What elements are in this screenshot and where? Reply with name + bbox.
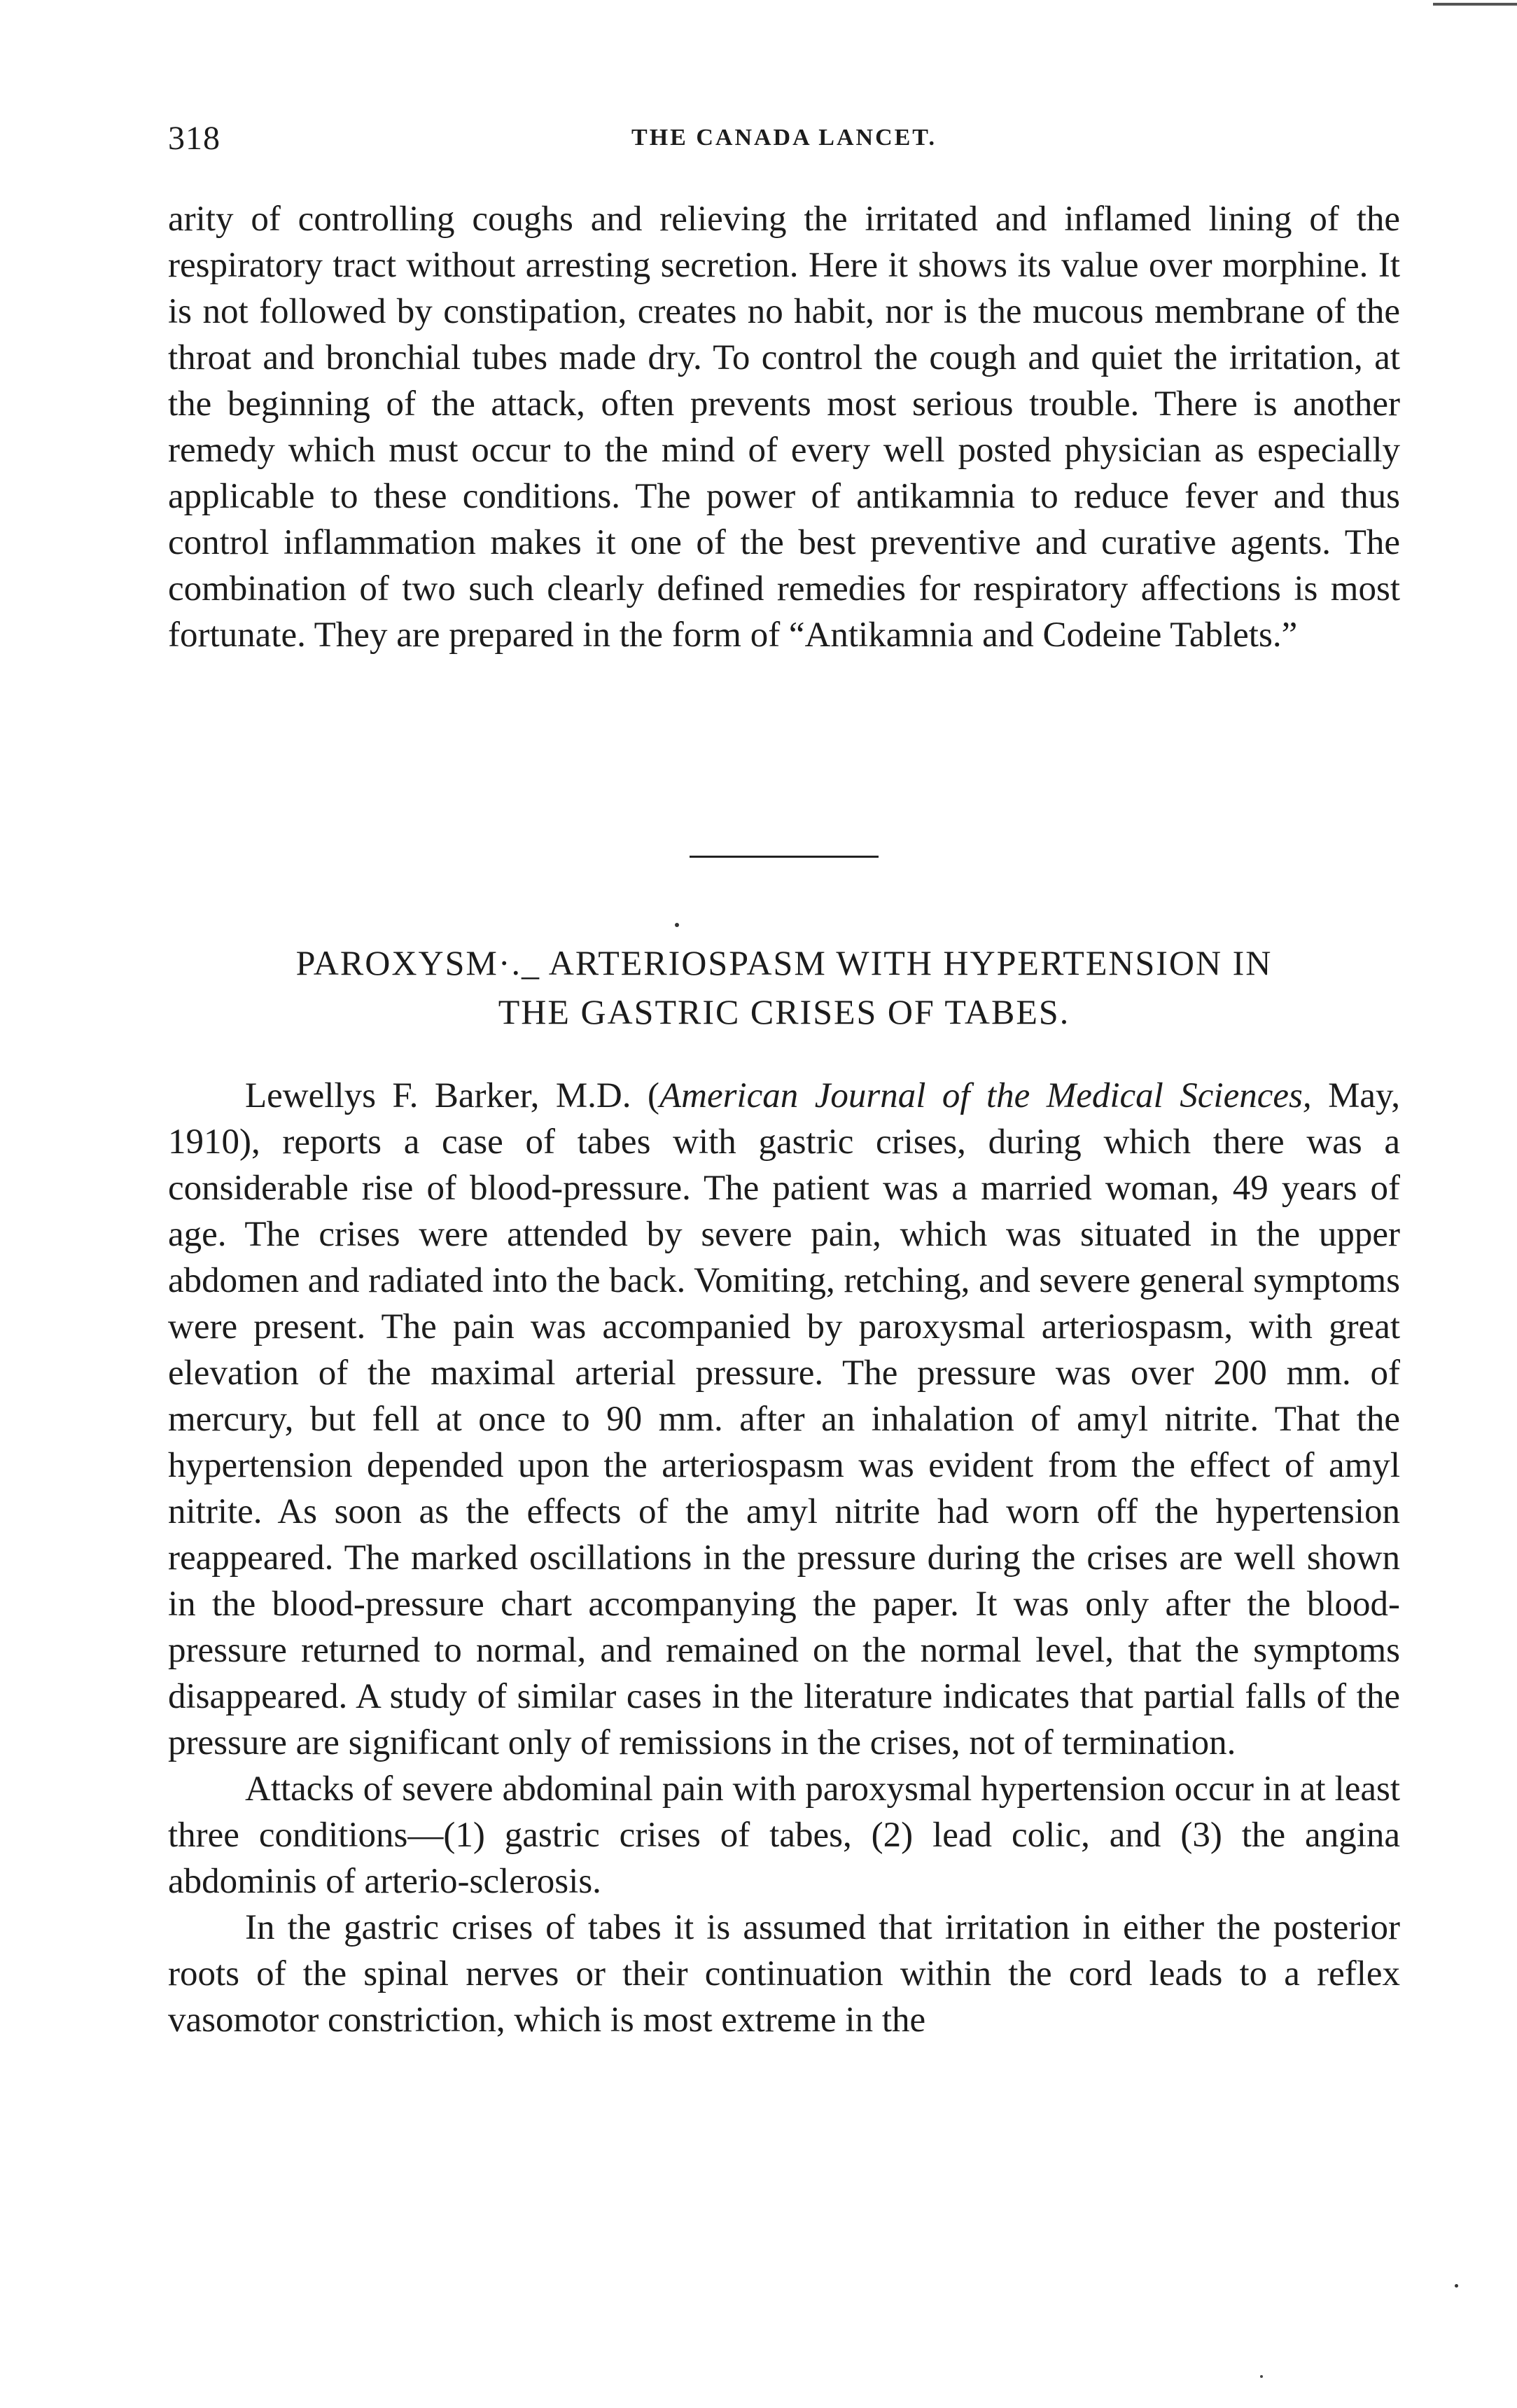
bottom-speck xyxy=(1260,2375,1263,2378)
corner-scan-rule xyxy=(1433,3,1517,6)
margin-speck xyxy=(1455,2284,1458,2288)
article-paragraph-3: In the gastric crises of tabes it is assumed that irritation in either the posterior roots of the spinal nerves or their continuation within the cord leads to a reflex vasomotor constriction, which is most extreme in the xyxy=(168,1908,1400,2040)
author-citation: Lewellys F. Barker, M.D. ( xyxy=(245,1076,659,1115)
paragraph-text: arity of controlling coughs and relieving the irritated and inflamed lining of the respiratory tract without arresting secretion. Here it shows its value over morphine. It is not followed by constipation, creates no habit, nor is the mucous membrane of the throat and bronchial tubes made dry. To control the cough and quiet the irritation, at the beginning of the attack, often prevents most serious trouble. There is another remedy which must occur to the mind of every well posted physician as especially applicable to these conditions. The power of antikamnia to reduce fever and thus control inflammation makes it one of the best preventive and curative agents. The combination of two such clearly defined remedies for respiratory affections is most fortunate. They are prepared in the form of “Antikamnia and Codeine Tablets.” xyxy=(168,200,1400,655)
journal-name: American Journal of the Medical Sciences, xyxy=(659,1076,1312,1115)
article-body xyxy=(168,1073,1400,2043)
page-number: 318 xyxy=(168,120,221,157)
article-title-line-2: THE GASTRIC CRISES OF TABES. xyxy=(498,992,1070,1031)
page-header xyxy=(168,119,1400,161)
article-title-line-1: PAROXYSM·._ ARTERIOSPASM WITH HYPERTENSION IN xyxy=(295,943,1273,982)
print-speck xyxy=(675,923,679,927)
article-paragraph-2: Attacks of severe abdominal pain with paroxysmal hypertension occur in at least three conditions—(1) gastric crises of tabes, (2) lead colic, and (3) the angina abdominis of arterio-sclerosis. xyxy=(168,1769,1400,1901)
article-title xyxy=(168,938,1400,1036)
article-paragraph-1 xyxy=(168,1073,1400,1766)
continued-paragraph xyxy=(168,196,1400,658)
paragraph-continuation: May, 1910), reports a case of tabes with gastric crises, during which there was a considerable rise of blood-pressure. The patient was a married woman, 49 years of age. The crises were attended by severe pain, which was situated in the upper abdomen and radiated into the back. Vomiting, retching, and severe general symptoms were present. The pain was accompanied by paroxysmal arteriospasm, with great elevation of the maximal arterial pressure. The pressure was over 200 mm. of mercury, but fell at once to 90 mm. after an inhalation of amyl nitrite. That the hypertension depended upon the arteriospasm was evident from the effect of amyl nitrite. As soon as the effects of the amyl nitrite had worn off the hypertension reappeared. The marked oscillations in the pressure during the crises are well shown in the blood-pressure chart accompanying the paper. It was only after the blood-pressure returned to normal, and remained on the normal level, that the symptoms disappeared. A study of similar cases in the literature indicates that partial falls of the pressure are significant only of remissions in the crises, not of termination. xyxy=(168,1076,1400,1762)
section-separator-rule xyxy=(690,856,879,858)
running-title: THE CANADA LANCET. xyxy=(631,125,937,151)
